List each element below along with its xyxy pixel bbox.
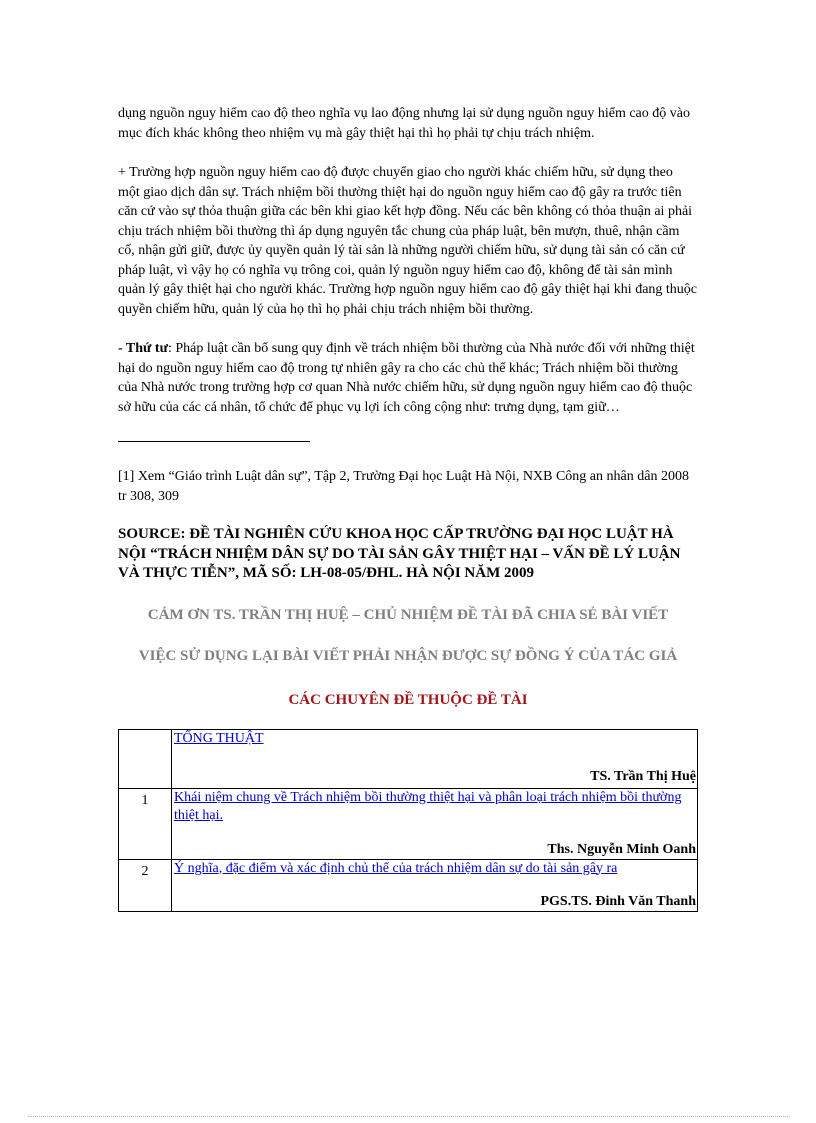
topics-title: CÁC CHUYÊN ĐỀ THUỘC ĐỀ TÀI <box>288 691 528 708</box>
topic-number: 2 <box>119 859 172 911</box>
document-page <box>118 104 698 912</box>
topic-number <box>119 729 172 788</box>
topic-cell <box>172 859 698 911</box>
table-row <box>119 729 698 788</box>
topic-number: 1 <box>119 788 172 859</box>
table-row <box>119 788 698 859</box>
topic-link-2[interactable]: Ý nghĩa, đặc điểm và xác định chủ thể của trách nhiệm dân sự do tài sản gây ra <box>174 860 618 876</box>
topic-author: PGS.TS. Đinh Văn Thanh <box>540 893 696 909</box>
footnote: [1] Xem “Giáo trình Luật dân sự”, Tập 2, Trường Đại học Luật Hà Nội, NXB Công an nhân dân 2008 tr 308, 309 <box>118 469 689 504</box>
reuse-notice: VIỆC SỬ DỤNG LẠI BÀI VIẾT PHẢI NHẬN ĐƯỢC SỰ ĐỒNG Ý CỦA TÁC GIẢ <box>138 647 678 664</box>
topics-table <box>118 729 698 912</box>
table-row <box>119 859 698 911</box>
footnote-separator <box>118 441 310 442</box>
fourth-lead: - Thứ tư <box>118 341 168 356</box>
fourth-body: : Pháp luật cần bổ sung quy định về trách nhiệm bồi thường của Nhà nước đối với những thiệt hại do nguồn nguy hiểm cao độ trong tự nhiên gây ra cho các chủ thể khác; Trách nhiệm bồi thường của Nhà nước trong trường hợp cơ quan Nhà nước chiếm hữu, sử dụng nguồn nguy hiểm cao độ thuộc sở hữu của các cá nhân, tổ chức để phục vụ lợi ích công cộng như: trưng dụng, tạm giữ… <box>118 341 695 415</box>
paragraph-transfer-case: + Trường hợp nguồn nguy hiểm cao độ được chuyển giao cho người khác chiếm hữu, sử dụng theo một giao dịch dân sự. Trách nhiệm bồi thường thiệt hại do nguồn nguy hiểm cao độ gây ra trước tiên căn cứ vào sự thỏa thuận giữa các bên khi giao kết hợp đồng. Nếu các bên không có thỏa thuận ai phải chịu trách nhiệm bồi thường thì áp dụng nguyên tắc chung của pháp luật, bên mượn, thuê, nhận cầm cố, nhận gửi giữ, được ủy quyền quản lý tài sản là những người chiếm hữu, sử dụng tài sản có căn cứ pháp luật, vì vậy họ có nghĩa vụ trông coi, quản lý nguồn nguy hiểm cao độ, không để tài sản mình quản lý gây thiệt hại cho người khác. Trường hợp nguồn nguy hiểm cao độ gây thiệt hại khi đang thuộc quyền chiếm hữu, quản lý của họ thì họ phải chịu trách nhiệm bồi thường. <box>118 165 698 317</box>
paragraph-fourth <box>118 339 698 417</box>
topic-cell <box>172 729 698 788</box>
topic-author: Ths. Nguyễn Minh Oanh <box>547 841 696 857</box>
topic-link-1[interactable]: Khái niệm chung về Trách nhiệm bồi thường thiệt hại và phân loại trách nhiệm bồi thường thiệt hại. <box>174 789 682 823</box>
source-heading: SOURCE: ĐỀ TÀI NGHIÊN CỨU KHOA HỌC CẤP TRƯỜNG ĐẠI HỌC LUẬT HÀ NỘI “TRÁCH NHIỆM DÂN SỰ DO TÀI SẢN GÂY THIỆT HẠI – VẤN ĐỀ LÝ LUẬN VÀ THỰC TIỄN”, MÃ SỐ: LH-08-05/ĐHL. HÀ NỘI NĂM 2009 <box>118 526 681 581</box>
thanks-notice: CẢM ƠN TS. TRẦN THỊ HUỆ – CHỦ NHIỆM ĐỀ TÀI ĐÃ CHIA SẺ BÀI VIẾT <box>147 606 669 623</box>
page-bottom-border <box>28 1116 788 1117</box>
paragraph-obligation: dụng nguồn nguy hiểm cao độ theo nghĩa vụ lao động nhưng lại sử dụng nguồn nguy hiểm cao độ vào mục đích khác không theo nhiệm vụ mà gây thiệt hại thì họ phải tự chịu trách nhiệm. <box>118 106 690 141</box>
topic-link-summary[interactable]: TỔNG THUẬT <box>174 730 264 746</box>
topic-author: TS. Trần Thị Huệ <box>590 768 696 784</box>
topic-cell <box>172 788 698 859</box>
